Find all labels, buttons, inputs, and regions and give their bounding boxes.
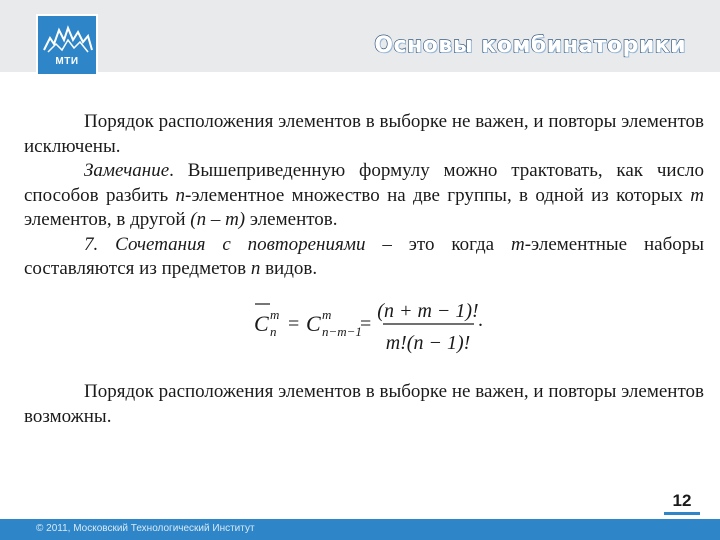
def-text-1: – это когда (365, 233, 511, 255)
logo-text: МТИ (55, 56, 79, 67)
formula (0, 290, 720, 360)
remark-text-3: элементов, в другой (24, 209, 191, 230)
remark-text-1: . Вышеприведенную формулу можно трактовать, как число способов разбить (24, 160, 704, 206)
formula-dot: . (478, 309, 483, 331)
paragraph-combinations-with-repetition (24, 233, 704, 282)
paragraph-order-excluded: Порядок расположения элементов в выборке не важен, и повторы элементов исключены. (24, 111, 704, 157)
var-m: m (690, 184, 704, 206)
def-text-2: -элементные наборы составляются из предметов (24, 233, 705, 279)
formula-mid-c: C (306, 311, 321, 336)
formula-eq-1: = (288, 313, 300, 335)
formula-mid-sub: n−m−1 (322, 324, 362, 339)
def-text-3: видов. (260, 258, 318, 279)
paragraph-remark (24, 159, 704, 233)
formula-lhs-sup: m (270, 307, 280, 322)
text-block-top (24, 110, 704, 282)
var-m-2: m (510, 233, 525, 255)
logo (36, 14, 98, 76)
paragraph-order-possible: Порядок расположения элементов в выборке не важен, и повторы элементов возможны. (24, 381, 704, 427)
mountains-icon (38, 20, 96, 58)
footer-copyright: © 2011, Московский Технологический Институт (36, 523, 255, 534)
var-n-2: n (250, 258, 261, 279)
formula-lhs-c: C (254, 311, 269, 336)
formula-eq-2: = (360, 313, 372, 335)
remark-text-4: элементов. (245, 209, 338, 230)
slide-title: Основы комбинаторики (374, 33, 686, 58)
remark-text-2: -элементное множество на две группы, в одной из которых (185, 184, 691, 206)
formula-numerator: (n + m − 1)! (377, 300, 479, 322)
expr-n-minus-m: (n – m) (190, 209, 246, 230)
section-heading: 7. Сочетания с повторениями (84, 233, 366, 255)
formula-denominator: m!(n − 1)! (385, 332, 471, 354)
page-number: 12 (664, 491, 700, 515)
var-n: n (175, 184, 186, 206)
text-block-bottom (24, 380, 704, 429)
formula-mid-sup: m (322, 307, 332, 322)
remark-label: Замечание (84, 160, 170, 181)
footer-bar (0, 519, 720, 540)
formula-lhs-sub: n (270, 324, 277, 339)
